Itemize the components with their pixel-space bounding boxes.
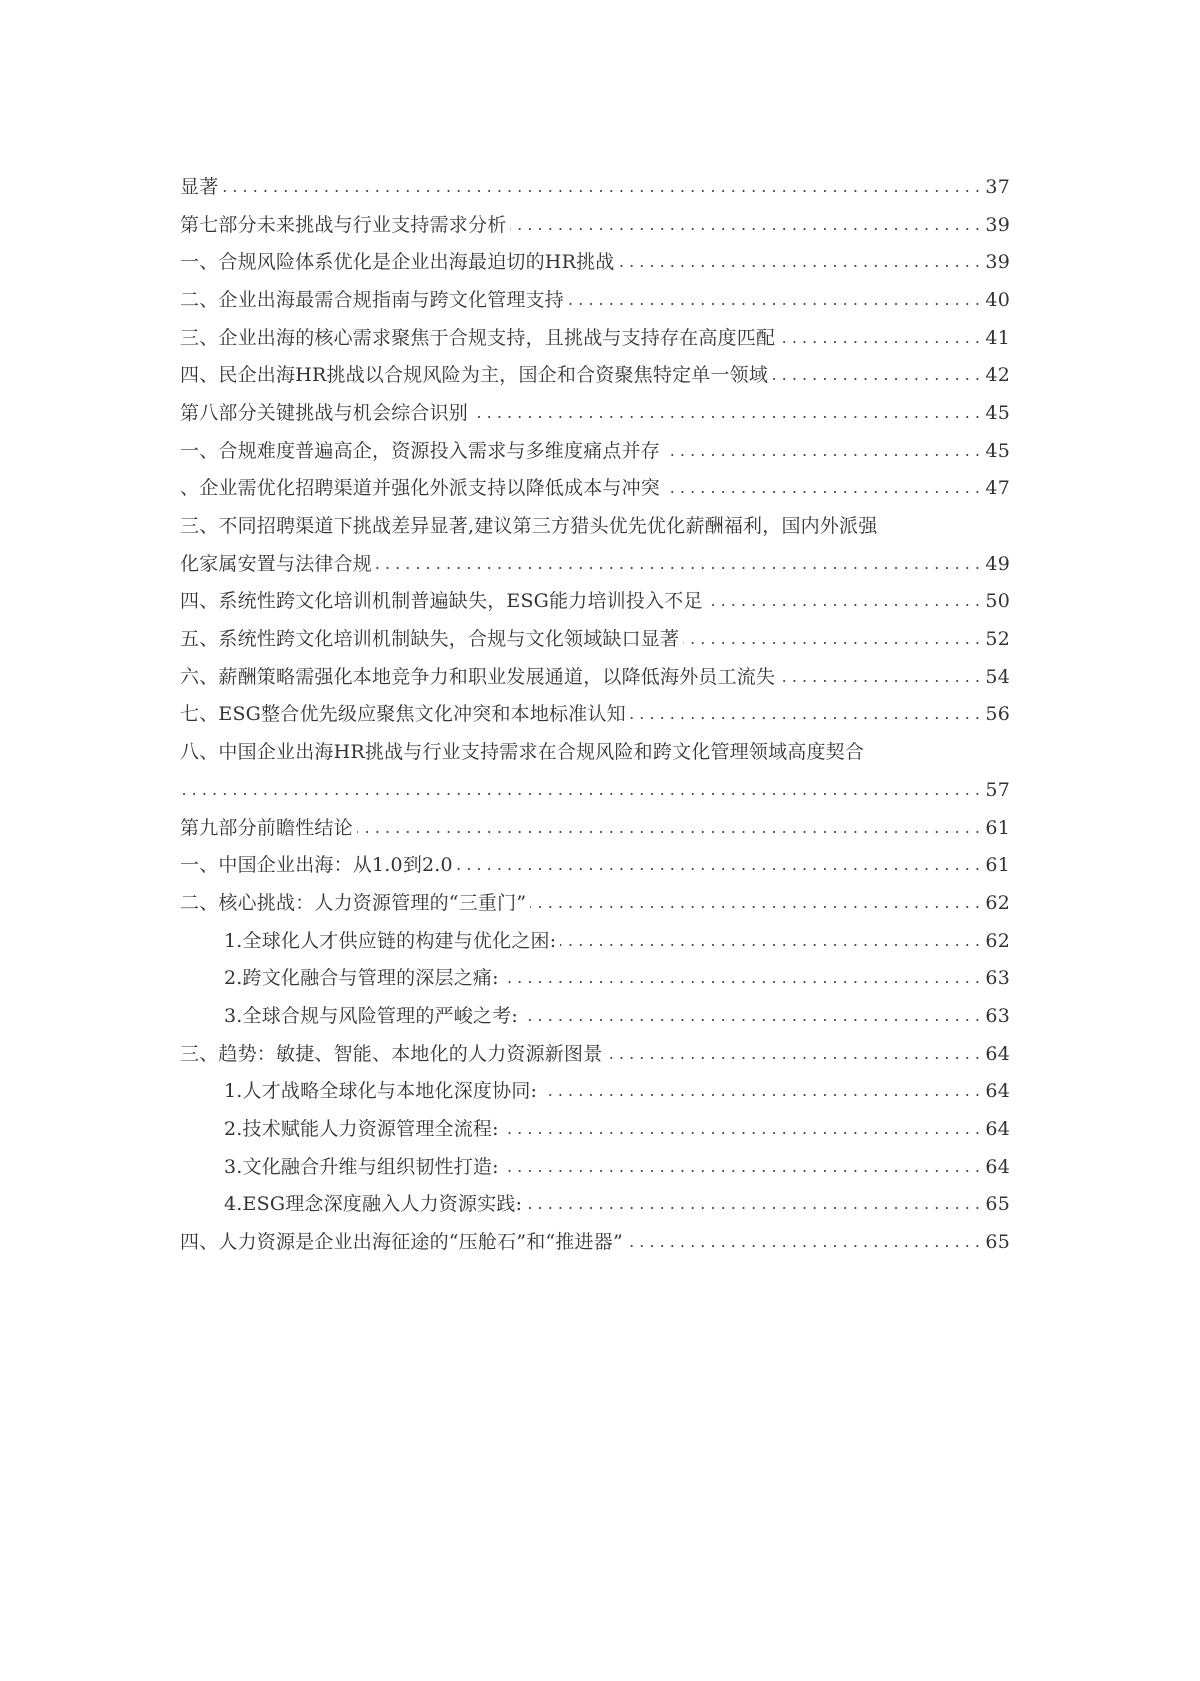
dot-leader xyxy=(664,439,980,463)
toc-page-number: 65 xyxy=(985,1231,1010,1254)
toc-entry[interactable] xyxy=(180,281,1010,319)
toc-page-number: 39 xyxy=(985,251,1010,274)
toc-page-number: 57 xyxy=(985,778,1010,801)
table-of-contents xyxy=(180,168,1010,1261)
dot-leader xyxy=(503,1155,980,1179)
toc-entry[interactable] xyxy=(180,206,1010,244)
toc-entry-label: 三、企业出海的核心需求聚焦于合规支持，且挑战与支持存在高度匹配 xyxy=(180,326,779,350)
toc-page-number: 56 xyxy=(985,703,1010,726)
toc-entry-label: 3.全球合规与风险管理的严峻之考: xyxy=(224,1004,522,1028)
toc-entry-label: 第七部分未来挑战与行业支持需求分析 xyxy=(180,213,510,237)
toc-entry[interactable] xyxy=(180,168,1010,206)
toc-page-number: 61 xyxy=(985,816,1010,839)
toc-subentry[interactable] xyxy=(180,1186,1010,1224)
toc-entry-label: 六、薪酬策略需强化本地竞争力和职业发展通道，以降低海外员工流失 xyxy=(180,665,779,689)
toc-entry-label: 1.人才战略全球化与本地化深度协同: xyxy=(224,1079,541,1103)
toc-page-number: 41 xyxy=(985,326,1010,349)
toc-entry[interactable] xyxy=(180,470,1010,508)
toc-entry-label: 4.ESG理念深度融入人力资源实践: xyxy=(224,1192,526,1216)
toc-page-number: 52 xyxy=(985,628,1010,651)
toc-page-number: 62 xyxy=(985,929,1010,952)
toc-entry-label: 五、系统性跨文化培训机制缺失，合规与文化领域缺口显著 xyxy=(180,627,683,651)
dot-leader xyxy=(472,401,980,425)
dot-leader xyxy=(779,326,980,350)
toc-entry-label: 第八部分关键挑战与机会综合识别 xyxy=(180,401,472,425)
toc-page-number: 40 xyxy=(985,288,1010,311)
toc-entry[interactable] xyxy=(180,243,1010,281)
toc-entry-label: 一、中国企业出海：从1.0到2.0 xyxy=(180,853,457,877)
dot-leader xyxy=(772,363,980,387)
toc-entry-label: 2.技术赋能人力资源管理全流程: xyxy=(224,1117,503,1141)
toc-entry[interactable] xyxy=(180,1035,1010,1073)
toc-subentry[interactable] xyxy=(180,1110,1010,1148)
dot-leader xyxy=(530,891,980,915)
toc-entry-label: 四、系统性跨文化培训机制普遍缺失，ESG能力培训投入不足 xyxy=(180,589,707,613)
toc-entry[interactable] xyxy=(180,432,1010,470)
toc-entry[interactable] xyxy=(180,884,1010,922)
toc-entry[interactable] xyxy=(180,733,1010,771)
toc-page-number: 45 xyxy=(985,439,1010,462)
toc-entry-label: 八、中国企业出海HR挑战与行业支持需求在合规风险和跨文化管理领域高度契合 xyxy=(180,740,868,764)
toc-page-number: 63 xyxy=(985,967,1010,990)
dot-leader xyxy=(664,476,980,500)
toc-entry-continuation[interactable] xyxy=(180,771,1010,809)
toc-entry-label: 显著 xyxy=(180,175,222,199)
toc-page-number: 45 xyxy=(985,401,1010,424)
toc-entry-label: 、企业需优化招聘渠道并强化外派支持以降低成本与冲突 xyxy=(180,476,664,500)
toc-entry[interactable] xyxy=(180,846,1010,884)
toc-entry[interactable] xyxy=(180,696,1010,734)
toc-entry[interactable] xyxy=(180,1223,1010,1261)
toc-page-number: 64 xyxy=(985,1118,1010,1141)
toc-entry[interactable] xyxy=(180,658,1010,696)
toc-entry[interactable] xyxy=(180,583,1010,621)
toc-subentry[interactable] xyxy=(180,997,1010,1035)
toc-subentry[interactable] xyxy=(180,922,1010,960)
toc-page-number: 49 xyxy=(985,552,1010,575)
dot-leader xyxy=(457,853,980,877)
toc-entry-label: 二、企业出海最需合规指南与跨文化管理支持 xyxy=(180,288,568,312)
toc-subentry[interactable] xyxy=(180,1073,1010,1111)
toc-page-number: 42 xyxy=(985,364,1010,387)
dot-leader xyxy=(606,1042,980,1066)
toc-entry-label: 三、趋势：敏捷、智能、本地化的人力资源新图景 xyxy=(180,1042,606,1066)
dot-leader xyxy=(526,1192,980,1216)
toc-entry-label: 四、人力资源是企业出海征途的“压舱石”和“推进器” xyxy=(180,1230,627,1254)
toc-page-number: 47 xyxy=(985,477,1010,500)
dot-leader xyxy=(503,966,980,990)
toc-page-number: 64 xyxy=(985,1155,1010,1178)
dot-leader xyxy=(627,1230,980,1254)
dot-leader xyxy=(683,627,980,651)
toc-entry-label: 1.全球化人才供应链的构建与优化之困: xyxy=(224,929,560,953)
toc-page-number: 37 xyxy=(985,175,1010,198)
toc-entry-label: 3.文化融合升维与组织韧性打造: xyxy=(224,1155,503,1179)
dot-leader xyxy=(618,250,980,274)
toc-entry[interactable] xyxy=(180,356,1010,394)
toc-page-number: 39 xyxy=(985,213,1010,236)
toc-entry-label: 第九部分前瞻性结论 xyxy=(180,816,357,840)
toc-entry-label: 七、ESG整合优先级应聚焦文化冲突和本地标准认知 xyxy=(180,702,630,726)
toc-page-number: 50 xyxy=(985,590,1010,613)
toc-entry-label: 二、核心挑战：人力资源管理的“三重门” xyxy=(180,891,530,915)
toc-entry-label: 三、不同招聘渠道下挑战差异显著,建议第三方猎头优先优化薪酬福利，国内外派强 xyxy=(180,514,881,538)
toc-page-number: 62 xyxy=(985,891,1010,914)
toc-entry-label: 四、民企出海HR挑战以合规风险为主，国企和合资聚焦特定单一领域 xyxy=(180,363,772,387)
dot-leader xyxy=(630,702,980,726)
dot-leader xyxy=(222,175,980,199)
toc-page-number: 63 xyxy=(985,1004,1010,1027)
dot-leader xyxy=(357,816,980,840)
toc-entry[interactable] xyxy=(180,394,1010,432)
toc-entry[interactable] xyxy=(180,507,1010,545)
toc-entry[interactable] xyxy=(180,319,1010,357)
toc-page-number: 61 xyxy=(985,854,1010,877)
toc-page-number: 64 xyxy=(985,1080,1010,1103)
dot-leader xyxy=(541,1079,980,1103)
dot-leader xyxy=(503,1117,980,1141)
dot-leader xyxy=(568,288,980,312)
dot-leader xyxy=(180,778,980,802)
dot-leader xyxy=(560,929,980,953)
dot-leader xyxy=(779,665,980,689)
toc-entry[interactable] xyxy=(180,620,1010,658)
toc-subentry[interactable] xyxy=(180,959,1010,997)
toc-page-number: 54 xyxy=(985,665,1010,688)
toc-subentry[interactable] xyxy=(180,1148,1010,1186)
toc-entry-continuation[interactable] xyxy=(180,545,1010,583)
toc-entry-label: 2.跨文化融合与管理的深层之痛: xyxy=(224,966,503,990)
toc-entry-label: 一、合规难度普遍高企，资源投入需求与多维度痛点并存 xyxy=(180,439,664,463)
toc-page-number: 65 xyxy=(985,1193,1010,1216)
dot-leader xyxy=(522,1004,980,1028)
dot-leader xyxy=(707,589,980,613)
toc-page-number: 64 xyxy=(985,1042,1010,1065)
dot-leader xyxy=(510,213,980,237)
toc-entry-label: 一、合规风险体系优化是企业出海最迫切的HR挑战 xyxy=(180,250,618,274)
toc-entry[interactable] xyxy=(180,809,1010,847)
dot-leader xyxy=(376,552,980,576)
toc-entry-label: 化家属安置与法律合规 xyxy=(180,552,376,576)
